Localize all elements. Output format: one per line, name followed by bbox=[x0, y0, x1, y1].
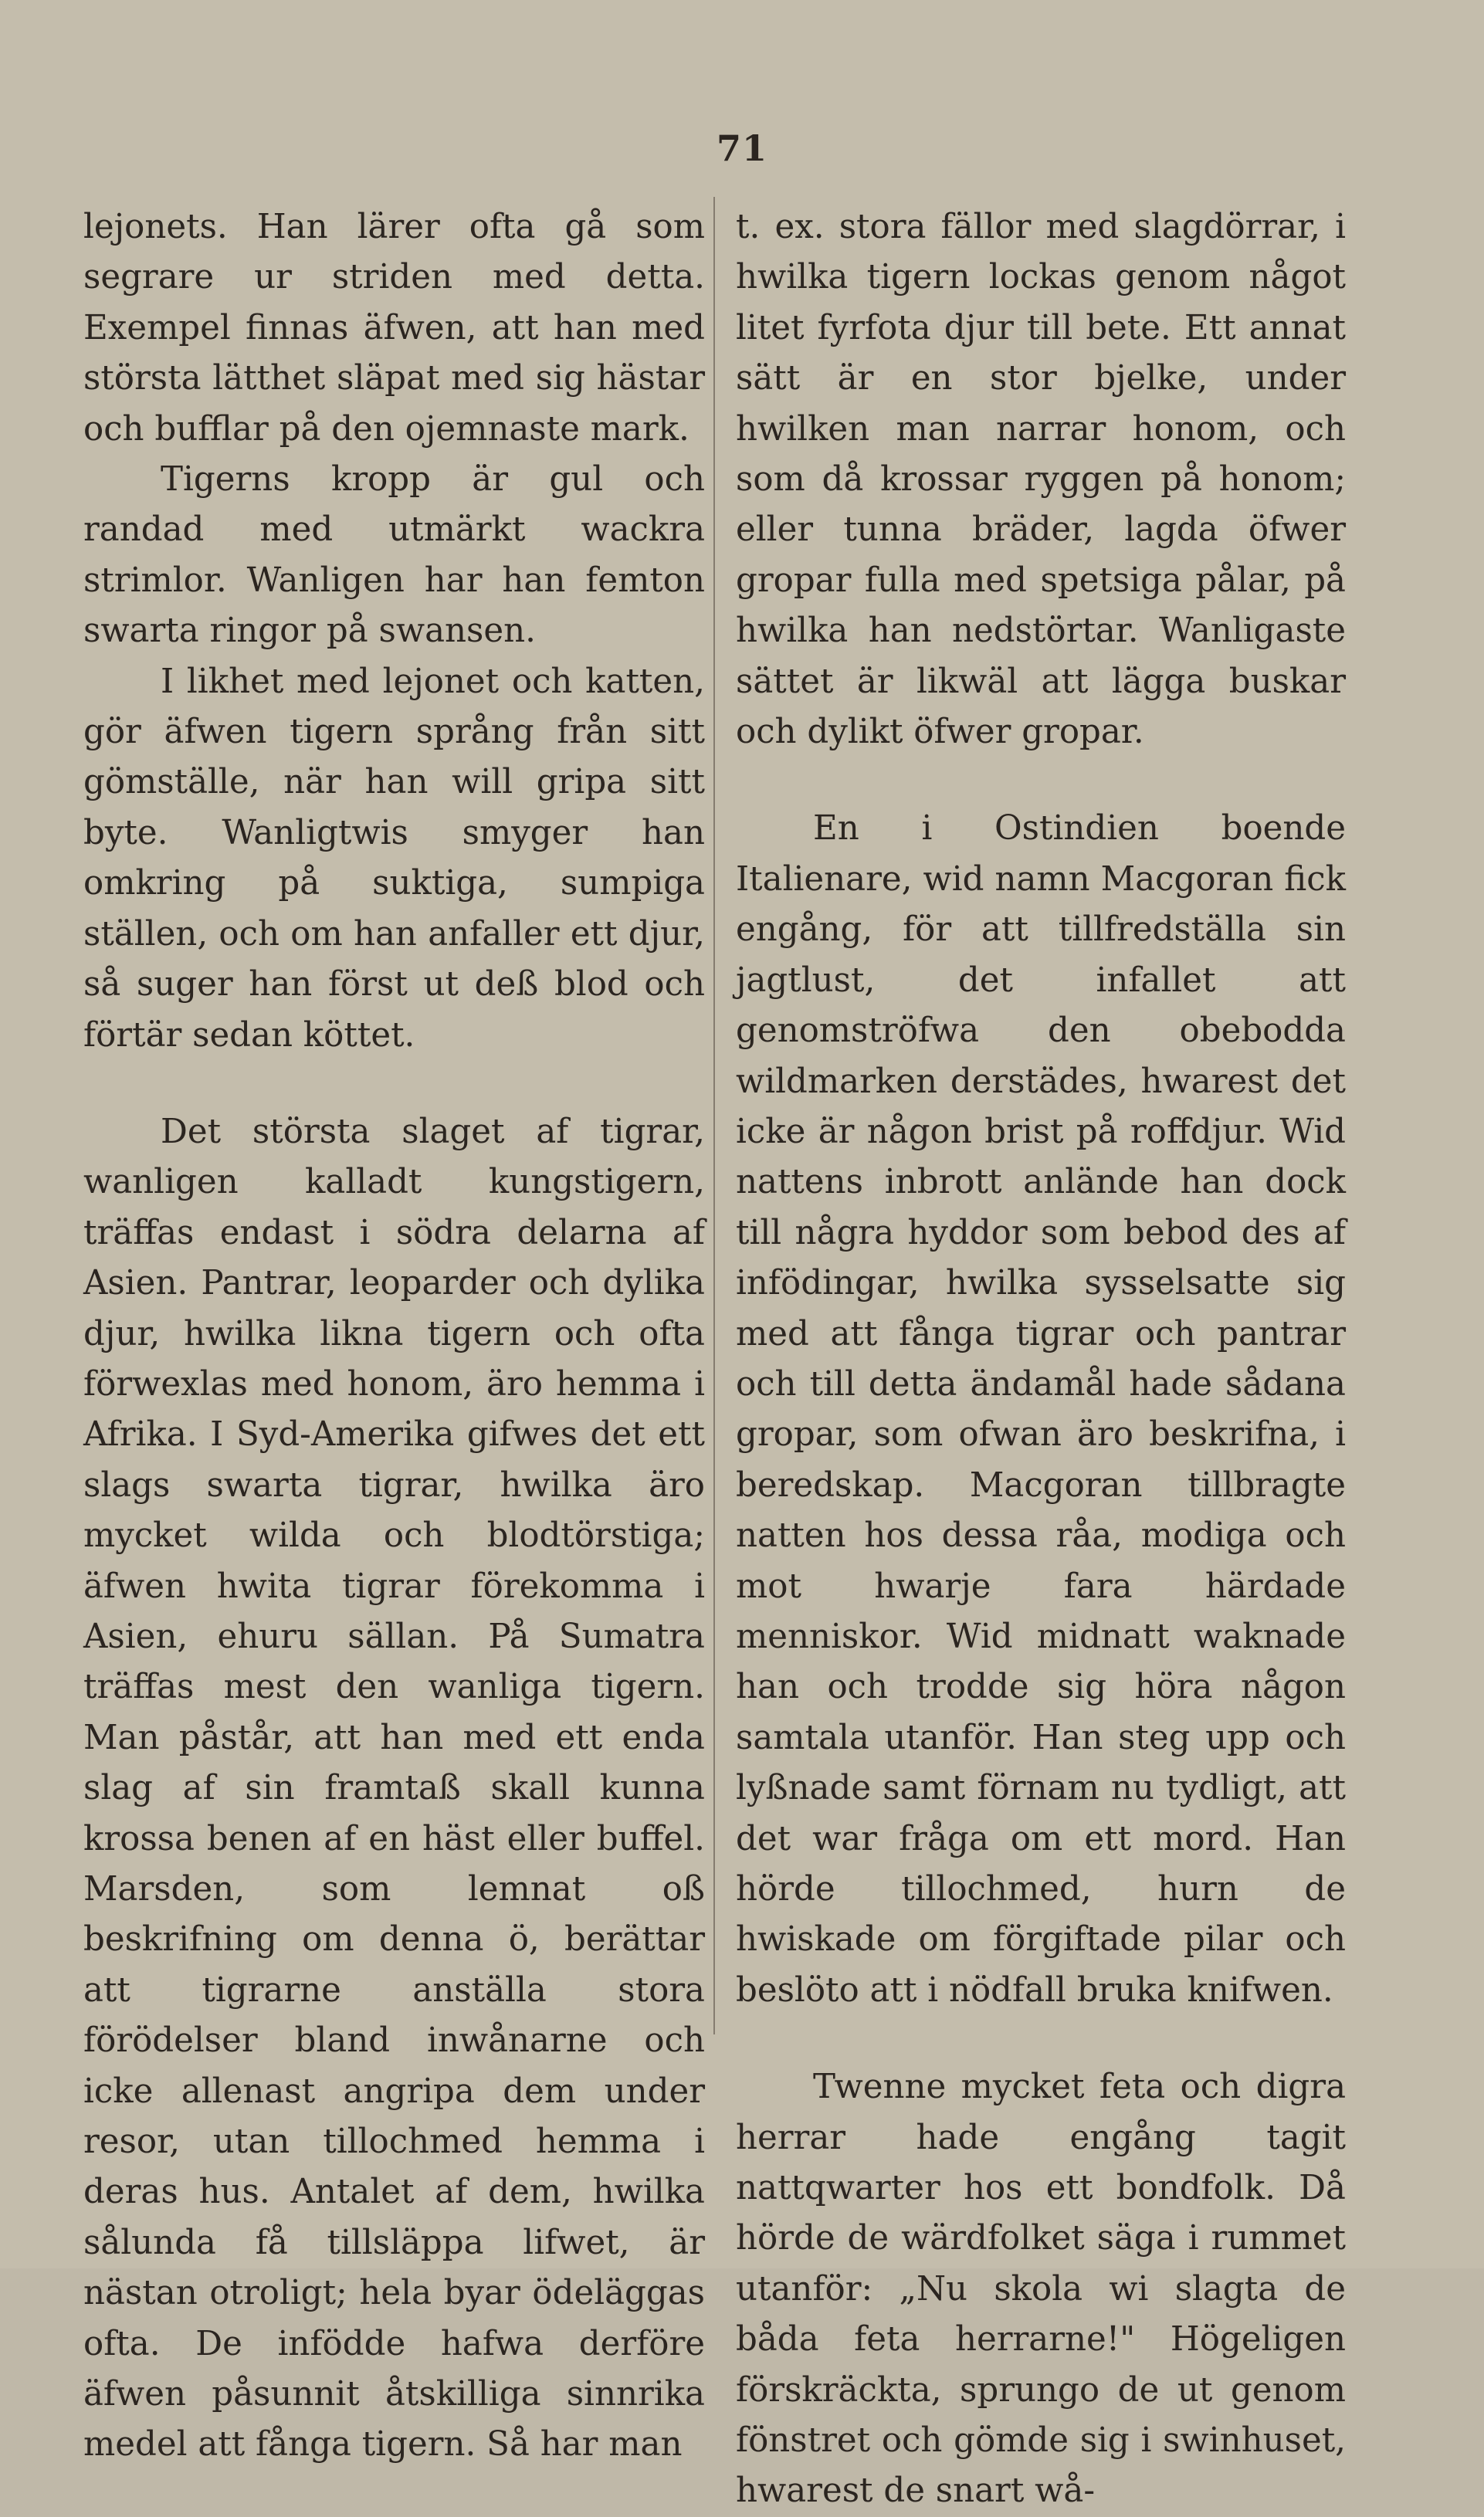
paragraph: lejonets. Han lärer ofta gå som segrare ur striden med detta. Exempel finnas äfwen, att han med största lätthet släpat med sig hästar och bufflar på den ojemnaste mark. bbox=[83, 208, 705, 449]
page-number: 71 bbox=[716, 127, 767, 169]
paragraph: Twenne mycket feta och digra herrar hade engång tagit nattqwarter hos ett bondfolk. Då hörde de wärdfolket säga i rummet utanför: „Nu skola wi slagta de båda feta herrarne!" Högeligen förskräckta, sprungo de ut genom fönstret och gömde sig i swinhuset, hwarest de snart wå- bbox=[736, 2068, 1346, 2511]
left-column bbox=[83, 202, 705, 2471]
column-divider bbox=[713, 197, 715, 2034]
paragraph: En i Ostindien boende Italienare, wid namn Macgoran fick engång, för att tillfredställa sin jagtlust, det infallet att genomströfwa den obebodda wildmarken derstädes, hwarest det icke är någon brist på roffdjur. Wid nattens inbrott anlände han dock till några hyddor som bebod des af infödingar, hwilka sysselsatte sig med att fånga tigrar och pantrar och till detta ändamål hade sådana gropar, som ofwan äro beskrifna, i beredskap. Macgoran tillbragte natten hos dessa råa, modiga och mot hwarje fara härdade menniskor. Wid midnatt waknade han och trodde sig höra någon samtala utanför. Han steg upp och lyßnade samt förnam nu tydligt, att det war fråga om ett mord. Han hörde tillochmed, hurn de hwiskade om förgiftade pilar och beslöto att i nödfall bruka knifwen. bbox=[736, 809, 1346, 2010]
paragraph: t. ex. stora fällor med slagdörrar, i hwilka tigern lockas genom något litet fyrfota djur till bete. Ett annat sätt är en stor bjelke, under hwilken man narrar honom, och som då krossar ryggen på honom; eller tunna bräder, lagda öfwer gropar fulla med spetsiga pålar, på hwilka han nedstörtar. Wanligaste sättet är likwäl att lägga buskar och dylikt öfwer gropar. bbox=[736, 208, 1346, 752]
paragraph: Det största slaget af tigrar, wanligen kalladt kungstigern, träffas endast i södra delarna af Asien. Pantrar, leoparder och dylika djur, hwilka likna tigern och ofta förwexlas med honom, äro hemma i Afrika. I Syd-Amerika gifwes det ett slags swarta tigrar, hwilka äro mycket wilda och blodtörstiga; äfwen hwita tigrar förekomma i Asien, ehuru sällan. På Sumatra träffas mest den wanliga tigern. Man påstår, att han med ett enda slag af sin framtaß skall kunna krossa benen af en häst eller buffel. Marsden, som lemnat oß beskrifning om denna ö, berättar att tigrarne anställa stora förödelser bland inwånarne och icke allenast angripa dem under resor, utan tillochmed hemma i deras hus. Antalet af dem, hwilka sålunda få tillsläppa lifwet, är nästan otroligt; hela byar ödeläggas ofta. De infödde hafwa derföre äfwen påsunnit åtskilliga sinnrika medel att fånga tigern. Så har man bbox=[83, 1112, 705, 2464]
paragraph: Tigerns kropp är gul och randad med utmärkt wackra strimlor. Wanligen har han femton swarta ringor på swansen. bbox=[83, 460, 705, 651]
right-column bbox=[736, 202, 1346, 2517]
paragraph: I likhet med lejonet och katten, gör äfwen tigern språng från sitt gömställe, när han will gripa sitt byte. Wanligtwis smyger han omkring på suktiga, sumpiga ställen, och om han anfaller ett djur, så suger han först ut deß blod och förtär sedan köttet. bbox=[83, 662, 705, 1055]
